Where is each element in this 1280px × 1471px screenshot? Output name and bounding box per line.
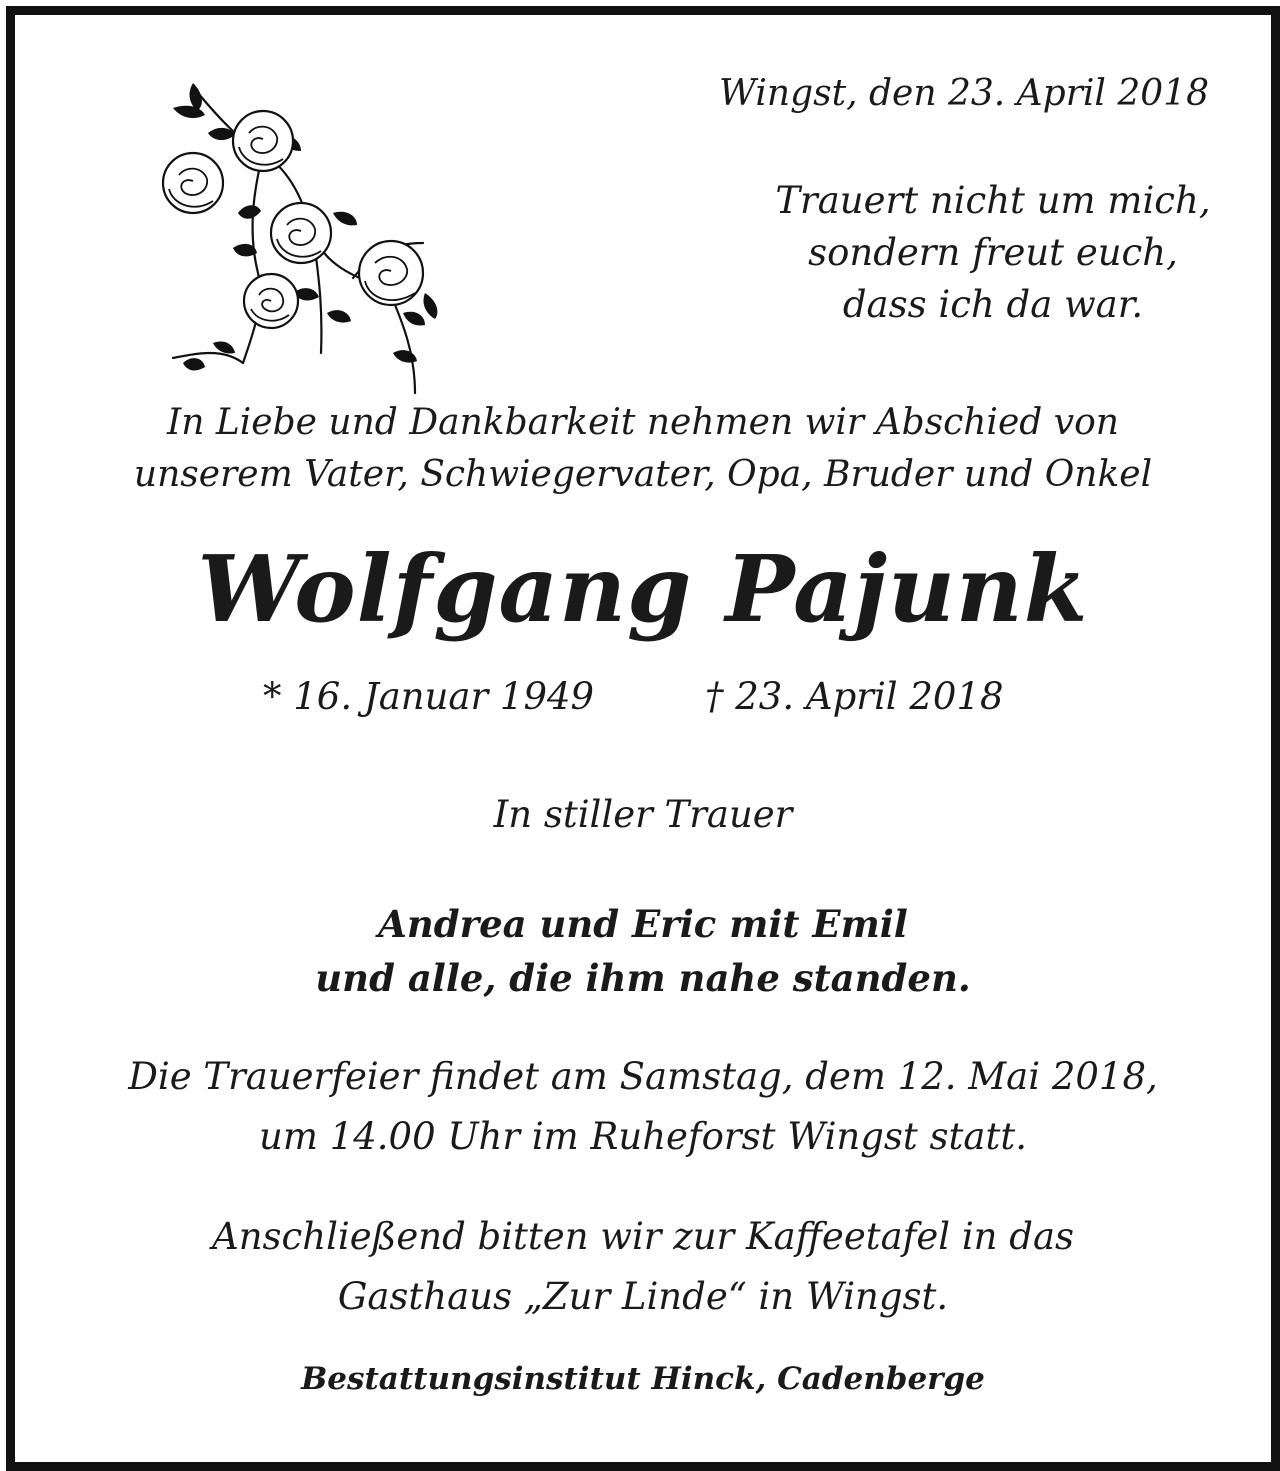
intro-line: unserem Vater, Schwiegervater, Opa, Bruder und Onkel (133, 454, 1153, 495)
family-line: Andrea und Eric mit Emil (378, 902, 908, 946)
birth-date: * 16. Januar 1949 (263, 675, 595, 718)
ceremony-line: um 14.00 Uhr im Ruheforst Wingst statt. (259, 1115, 1027, 1158)
quote-line: dass ich da war. (842, 283, 1144, 326)
place-date: Wingst, den 23. April 2018 (719, 73, 1209, 114)
roses-icon (153, 63, 453, 403)
farewell-quote (763, 175, 1223, 331)
quote-line: sondern freut euch, (808, 231, 1178, 274)
intro-line: In Liebe und Dankbarkeit nehmen wir Abschied von (167, 402, 1119, 443)
ceremony-line: Die Trauerfeier findet am Samstag, dem 12. Mai 2018, (128, 1055, 1158, 1098)
farewell-intro (15, 397, 1271, 501)
reception-line: Anschließend bitten wir zur Kaffeetafel in das (212, 1215, 1074, 1258)
deceased-name: Wolfgang Pajunk (197, 535, 1089, 643)
mourning-label: In stiller Trauer (493, 793, 793, 836)
obituary-notice (6, 6, 1280, 1471)
reception-line: Gasthaus „Zur Linde“ in Wingst. (337, 1275, 949, 1318)
family-line: und alle, die ihm nahe standen. (315, 956, 971, 1000)
quote-line: Trauert nicht um mich, (775, 179, 1211, 222)
reception-info (15, 1207, 1271, 1327)
ceremony-info (15, 1047, 1271, 1167)
death-date: † 23. April 2018 (705, 675, 1004, 718)
undertaker-name: Bestattungsinstitut Hinck, Cadenberge (301, 1361, 985, 1397)
family-names (15, 897, 1271, 1005)
